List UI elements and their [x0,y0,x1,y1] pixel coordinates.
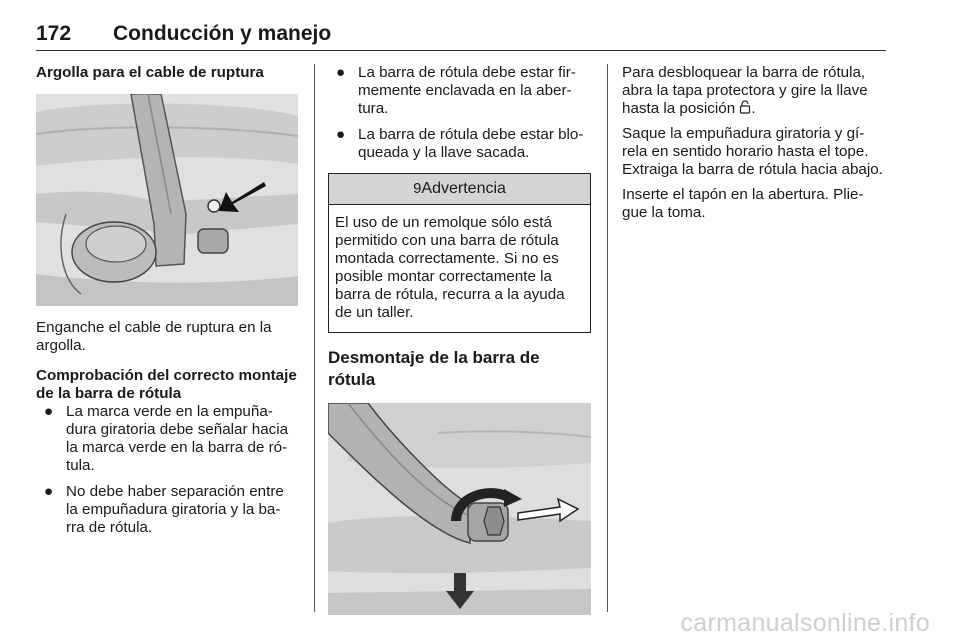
subheading: Comprobación del correcto montaje de la barra de rótula [36,367,297,402]
bullet-icon: ● [44,483,54,500]
column-divider [314,64,315,612]
page-number: 172 [36,22,72,45]
paragraph-text: Para desbloquear la barra de rótula, abra la tapa protectora y gire la llave hasta la posición [622,64,868,117]
list-item [328,126,591,162]
list-item [36,483,298,537]
warning-title: Advertencia [421,180,506,197]
list-item [36,403,298,475]
ball-bar-removal-illustration [328,403,591,615]
warning-icon: 9 [413,180,422,197]
bullet-icon: ● [336,64,346,81]
section-title: Desmontaje de la barra de rótula [328,348,540,389]
column-1 [36,64,298,537]
paragraph: Inserte el tapón en la abertura. Plie-gue la toma. [622,186,864,221]
warning-header [329,174,590,205]
section-title: Argolla para el cable de ruptura [36,64,264,81]
paragraph-text: . [751,100,756,117]
paragraph: Saque la empuñadura giratoria y gí-rela en sentido horario hasta el tope. Extraiga la barra de rótula hacia abajo. [622,125,883,178]
column-2 [328,64,591,615]
paragraph [622,64,886,118]
bullet-icon: ● [336,126,346,143]
bullet-list [328,64,591,162]
unlock-position-icon [739,100,751,114]
column-divider [607,64,608,612]
bullet-icon: ● [44,403,54,420]
header-rule [36,50,886,51]
watermark: carmanualsonline.info [680,609,930,637]
list-item-text: La barra de rótula debe estar fir-memente enclavada en la aber-tura. [358,64,576,117]
warning-text: El uso de un remolque sólo está permitido con una barra de rótula montada correctamente. Si no es posible montar correctamente la barra de rótula, recurra a la ayuda de un taller. [335,214,565,321]
chapter-title: Conducción y manejo [113,22,332,45]
towing-eye-illustration [36,94,298,306]
list-item [328,64,591,118]
list-item-text: La barra de rótula debe estar blo-queada y la llave sacada. [358,126,584,161]
paragraph: Enganche el cable de ruptura en la argolla. [36,319,272,354]
bullet-list [36,403,298,537]
list-item-text: La marca verde en la empuña-dura giratoria debe señalar hacia la marca verde en la barra de ró-tula. [66,403,289,474]
warning-box [328,173,591,333]
list-item-text: No debe haber separación entre la empuñadura giratoria y la ba-rra de rótula. [66,483,284,536]
column-3 [622,64,886,222]
